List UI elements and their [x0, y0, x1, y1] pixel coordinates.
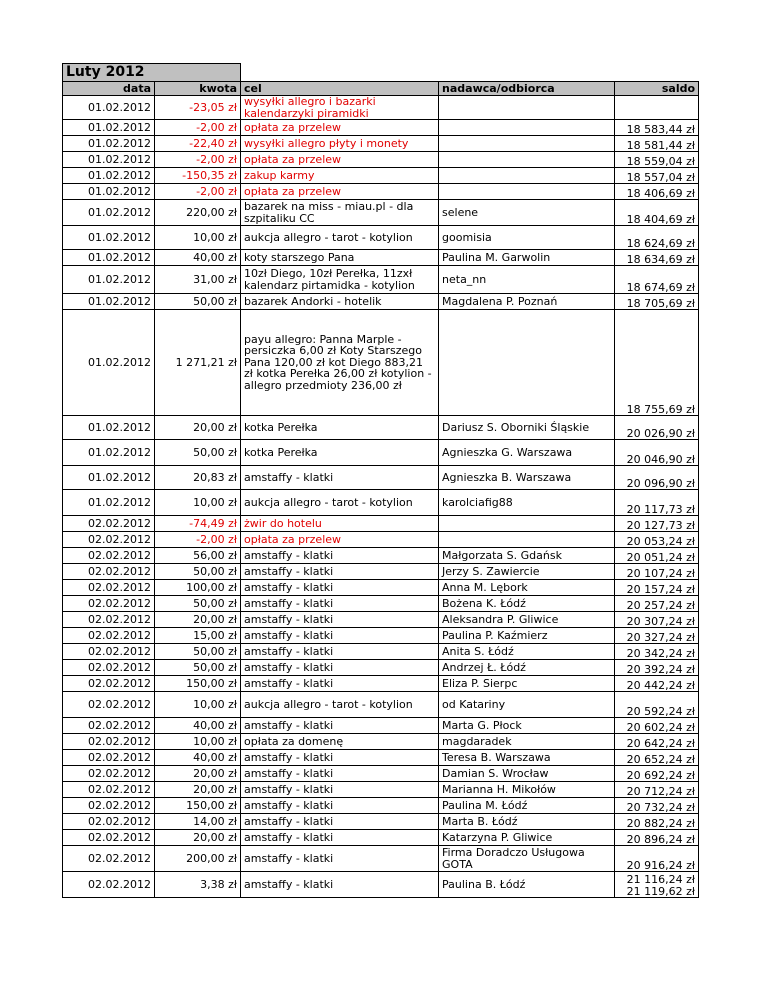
cell-party: [439, 96, 615, 120]
cell-date: 01.02.2012: [63, 226, 155, 250]
cell-party: Agnieszka G. Warszawa: [439, 440, 615, 466]
cell-balance: 20 442,24 zł: [615, 676, 699, 692]
cell-balance: 18 624,69 zł: [615, 226, 699, 250]
cell-balance: 18 634,69 zł: [615, 250, 699, 266]
cell-purpose: wysyłki allegro i bazarki kalendarzyki piramidki: [241, 96, 439, 120]
cell-purpose: amstaffy - klatki: [241, 814, 439, 830]
cell-balance: 18 404,69 zł: [615, 200, 699, 226]
cell-date: 02.02.2012: [63, 798, 155, 814]
cell-party: od Katariny: [439, 692, 615, 718]
table-row: [63, 440, 699, 466]
table-row: [63, 152, 699, 168]
cell-purpose: żwir do hotelu: [241, 516, 439, 532]
cell-date: 02.02.2012: [63, 628, 155, 644]
cell-party: Marta G. Płock: [439, 718, 615, 734]
cell-amount: 20,83 zł: [155, 466, 241, 490]
cell-party: Paulina M. Garwolin: [439, 250, 615, 266]
cell-balance: 20 117,73 zł: [615, 490, 699, 516]
cell-date: 02.02.2012: [63, 830, 155, 846]
header-row: [63, 82, 699, 96]
table-row: [63, 310, 699, 416]
cell-purpose: amstaffy - klatki: [241, 766, 439, 782]
table-row: [63, 580, 699, 596]
cell-purpose: amstaffy - klatki: [241, 548, 439, 564]
cell-purpose: amstaffy - klatki: [241, 846, 439, 872]
table-row: [63, 628, 699, 644]
table-row: [63, 872, 699, 898]
cell-date: 02.02.2012: [63, 734, 155, 750]
cell-purpose: amstaffy - klatki: [241, 718, 439, 734]
cell-amount: 20,00 zł: [155, 830, 241, 846]
cell-party: Jerzy S. Zawiercie: [439, 564, 615, 580]
header-party: nadawca/odbiorca: [439, 82, 615, 96]
cell-party: Eliza P. Sierpc: [439, 676, 615, 692]
sheet-title: Luty 2012: [63, 64, 241, 82]
cell-date: 02.02.2012: [63, 766, 155, 782]
cell-balance: 20 592,24 zł: [615, 692, 699, 718]
balance-prev: 21 116,24 zł: [626, 873, 696, 886]
cell-party: [439, 310, 615, 416]
cell-purpose: opłata za przelew: [241, 152, 439, 168]
cell-date: 02.02.2012: [63, 516, 155, 532]
table-row: [63, 846, 699, 872]
table-row: [63, 564, 699, 580]
table-row: [63, 660, 699, 676]
cell-amount: 50,00 zł: [155, 294, 241, 310]
cell-amount: -22,40 zł: [155, 136, 241, 152]
cell-date: 01.02.2012: [63, 266, 155, 294]
cell-party: [439, 168, 615, 184]
cell-party: Teresa B. Warszawa: [439, 750, 615, 766]
table-row: [63, 168, 699, 184]
cell-date: 01.02.2012: [63, 96, 155, 120]
cell-amount: 50,00 zł: [155, 644, 241, 660]
cell-balance: 20 732,24 zł: [615, 798, 699, 814]
cell-date: 01.02.2012: [63, 168, 155, 184]
cell-balance: 18 674,69 zł: [615, 266, 699, 294]
cell-purpose: 10zł Diego, 10zł Perełka, 11zxł kalendarz pirtamidka - kotylion: [241, 266, 439, 294]
cell-purpose: opłata za przelew: [241, 120, 439, 136]
cell-purpose: amstaffy - klatki: [241, 628, 439, 644]
cell-amount: 10,00 zł: [155, 490, 241, 516]
table-row: [63, 516, 699, 532]
cell-party: goomisia: [439, 226, 615, 250]
cell-party: Paulina M. Łódź: [439, 798, 615, 814]
cell-date: 02.02.2012: [63, 564, 155, 580]
table-row: [63, 718, 699, 734]
table-row: [63, 830, 699, 846]
trailing-balance: 21 119,62 zł: [626, 884, 696, 898]
cell-balance: 20 307,24 zł: [615, 612, 699, 628]
cell-balance: 20 327,24 zł: [615, 628, 699, 644]
cell-balance: 18 557,04 zł: [615, 168, 699, 184]
cell-balance: 20 642,24 zł: [615, 734, 699, 750]
cell-date: 01.02.2012: [63, 200, 155, 226]
table-row: [63, 766, 699, 782]
table-row: [63, 466, 699, 490]
cell-party: Firma Doradczo Usługowa GOTA: [439, 846, 615, 872]
cell-amount: 20,00 zł: [155, 612, 241, 628]
cell-purpose: aukcja allegro - tarot - kotylion: [241, 692, 439, 718]
cell-date: 02.02.2012: [63, 814, 155, 830]
cell-balance: 20 652,24 zł: [615, 750, 699, 766]
cell-party: Bożena K. Łódź: [439, 596, 615, 612]
cell-balance: 18 755,69 zł: [615, 310, 699, 416]
cell-purpose: amstaffy - klatki: [241, 750, 439, 766]
cell-party: karolciafig88: [439, 490, 615, 516]
cell-party: Dariusz S. Oborniki Śląskie: [439, 416, 615, 440]
cell-purpose: amstaffy - klatki: [241, 676, 439, 692]
cell-party: Anna M. Lębork: [439, 580, 615, 596]
cell-party: Paulina B. Łódź: [439, 872, 615, 898]
cell-date: 01.02.2012: [63, 250, 155, 266]
cell-purpose: amstaffy - klatki: [241, 596, 439, 612]
cell-date: 02.02.2012: [63, 750, 155, 766]
table-row: [63, 96, 699, 120]
cell-date: 02.02.2012: [63, 580, 155, 596]
cell-party: Damian S. Wrocław: [439, 766, 615, 782]
cell-balance: 18 581,44 zł: [615, 136, 699, 152]
cell-party: Małgorzata S. Gdańsk: [439, 548, 615, 564]
cell-date: 02.02.2012: [63, 644, 155, 660]
cell-amount: 40,00 zł: [155, 250, 241, 266]
cell-purpose: opłata za domenę: [241, 734, 439, 750]
cell-balance: 20 046,90 zł: [615, 440, 699, 466]
cell-purpose: opłata za przelew: [241, 532, 439, 548]
cell-party: Katarzyna P. Gliwice: [439, 830, 615, 846]
cell-purpose: amstaffy - klatki: [241, 798, 439, 814]
cell-date: 02.02.2012: [63, 596, 155, 612]
cell-party: selene: [439, 200, 615, 226]
cell-party: neta_nn: [439, 266, 615, 294]
cell-amount: 100,00 zł: [155, 580, 241, 596]
cell-purpose: zakup karmy: [241, 168, 439, 184]
table-row: [63, 120, 699, 136]
cell-purpose: payu allegro: Panna Marple - persiczka 6,00 zł Koty Starszego Pana 120,00 zł kot Diego 883,21 zł kotka Perełka 26,00 zł kotylion - allegro przedmioty 236,00 zł: [241, 310, 439, 416]
cell-balance: 20 096,90 zł: [615, 466, 699, 490]
header-purpose: cel: [241, 82, 439, 96]
cell-date: 01.02.2012: [63, 416, 155, 440]
cell-purpose: opłata za przelew: [241, 184, 439, 200]
cell-amount: -2,00 zł: [155, 184, 241, 200]
cell-balance: 20 916,24 zł: [615, 846, 699, 872]
cell-amount: 50,00 zł: [155, 440, 241, 466]
cell-amount: 50,00 zł: [155, 596, 241, 612]
cell-purpose: amstaffy - klatki: [241, 466, 439, 490]
cell-date: 02.02.2012: [63, 532, 155, 548]
table-row: [63, 814, 699, 830]
cell-amount: -74,49 zł: [155, 516, 241, 532]
table-row: [63, 782, 699, 798]
cell-amount: 31,00 zł: [155, 266, 241, 294]
cell-amount: 14,00 zł: [155, 814, 241, 830]
cell-party: [439, 184, 615, 200]
cell-balance: 20 896,24 zł: [615, 830, 699, 846]
cell-date: 02.02.2012: [63, 660, 155, 676]
table-row: [63, 266, 699, 294]
header-amount: kwota: [155, 82, 241, 96]
cell-balance: 20 602,24 zł: [615, 718, 699, 734]
cell-amount: 10,00 zł: [155, 692, 241, 718]
header-date: data: [63, 82, 155, 96]
cell-purpose: amstaffy - klatki: [241, 872, 439, 898]
cell-amount: -150,35 zł: [155, 168, 241, 184]
cell-amount: 10,00 zł: [155, 226, 241, 250]
table-row: [63, 184, 699, 200]
cell-amount: 200,00 zł: [155, 846, 241, 872]
cell-party: Marianna H. Mikołów: [439, 782, 615, 798]
table-row: [63, 612, 699, 628]
cell-amount: 10,00 zł: [155, 734, 241, 750]
cell-balance: 20 051,24 zł: [615, 548, 699, 564]
table-row: [63, 226, 699, 250]
table-row: [63, 798, 699, 814]
table-row: [63, 548, 699, 564]
cell-balance: 20 157,24 zł: [615, 580, 699, 596]
table-row: [63, 250, 699, 266]
cell-party: [439, 120, 615, 136]
cell-purpose: aukcja allegro - tarot - kotylion: [241, 490, 439, 516]
table-row: [63, 490, 699, 516]
cell-amount: 20,00 zł: [155, 782, 241, 798]
cell-balance: 20 712,24 zł: [615, 782, 699, 798]
cell-date: 01.02.2012: [63, 136, 155, 152]
cell-party: Agnieszka B. Warszawa: [439, 466, 615, 490]
cell-balance: 20 026,90 zł: [615, 416, 699, 440]
cell-balance: 20 342,24 zł: [615, 644, 699, 660]
cell-amount: 40,00 zł: [155, 718, 241, 734]
cell-purpose: kotka Perełka: [241, 440, 439, 466]
cell-purpose: amstaffy - klatki: [241, 660, 439, 676]
table-row: [63, 750, 699, 766]
cell-amount: -2,00 zł: [155, 152, 241, 168]
cell-party: Anita S. Łódź: [439, 644, 615, 660]
cell-purpose: wysyłki allegro płyty i monety: [241, 136, 439, 152]
cell-balance: 18 583,44 zł: [615, 120, 699, 136]
table-row: [63, 676, 699, 692]
cell-amount: 40,00 zł: [155, 750, 241, 766]
cell-date: 01.02.2012: [63, 490, 155, 516]
cell-purpose: amstaffy - klatki: [241, 612, 439, 628]
cell-amount: -2,00 zł: [155, 120, 241, 136]
header-balance: saldo: [615, 82, 699, 96]
cell-party: Magdalena P. Poznań: [439, 294, 615, 310]
cell-amount: -2,00 zł: [155, 532, 241, 548]
cell-balance: [615, 872, 699, 898]
table-row: [63, 532, 699, 548]
cell-date: 02.02.2012: [63, 846, 155, 872]
cell-party: [439, 516, 615, 532]
cell-party: [439, 136, 615, 152]
cell-amount: 50,00 zł: [155, 660, 241, 676]
cell-amount: 50,00 zł: [155, 564, 241, 580]
cell-amount: 150,00 zł: [155, 676, 241, 692]
cell-balance: 20 127,73 zł: [615, 516, 699, 532]
cell-purpose: kotka Perełka: [241, 416, 439, 440]
cell-purpose: aukcja allegro - tarot - kotylion: [241, 226, 439, 250]
cell-balance: 18 406,69 zł: [615, 184, 699, 200]
cell-purpose: bazarek Andorki - hotelik: [241, 294, 439, 310]
ledger-table: [62, 63, 699, 898]
cell-date: 01.02.2012: [63, 184, 155, 200]
cell-amount: 56,00 zł: [155, 548, 241, 564]
cell-date: 01.02.2012: [63, 120, 155, 136]
cell-amount: 150,00 zł: [155, 798, 241, 814]
cell-balance: 18 559,04 zł: [615, 152, 699, 168]
cell-date: 01.02.2012: [63, 152, 155, 168]
cell-amount: 1 271,21 zł: [155, 310, 241, 416]
cell-party: [439, 152, 615, 168]
title-row: [63, 64, 699, 82]
cell-balance: 20 692,24 zł: [615, 766, 699, 782]
cell-party: magdaradek: [439, 734, 615, 750]
cell-date: 01.02.2012: [63, 310, 155, 416]
cell-date: 02.02.2012: [63, 548, 155, 564]
cell-purpose: koty starszego Pana: [241, 250, 439, 266]
cell-balance: 18 705,69 zł: [615, 294, 699, 310]
cell-purpose: amstaffy - klatki: [241, 580, 439, 596]
table-row: [63, 692, 699, 718]
table-row: [63, 294, 699, 310]
cell-amount: 220,00 zł: [155, 200, 241, 226]
cell-amount: -23,05 zł: [155, 96, 241, 120]
table-row: [63, 416, 699, 440]
cell-date: 02.02.2012: [63, 872, 155, 898]
cell-date: 02.02.2012: [63, 612, 155, 628]
table-row: [63, 734, 699, 750]
cell-party: Paulina P. Kaźmierz: [439, 628, 615, 644]
cell-date: 02.02.2012: [63, 692, 155, 718]
cell-amount: 20,00 zł: [155, 766, 241, 782]
cell-party: Andrzej Ł. Łódź: [439, 660, 615, 676]
cell-party: Marta B. Łódź: [439, 814, 615, 830]
cell-balance: 20 107,24 zł: [615, 564, 699, 580]
cell-date: 01.02.2012: [63, 466, 155, 490]
table-row: [63, 200, 699, 226]
cell-amount: 20,00 zł: [155, 416, 241, 440]
cell-balance: 20 053,24 zł: [615, 532, 699, 548]
cell-purpose: amstaffy - klatki: [241, 644, 439, 660]
cell-balance: 20 257,24 zł: [615, 596, 699, 612]
cell-date: 01.02.2012: [63, 440, 155, 466]
cell-purpose: amstaffy - klatki: [241, 782, 439, 798]
cell-purpose: bazarek na miss - miau.pl - dla szpitaliku CC: [241, 200, 439, 226]
cell-party: [439, 532, 615, 548]
cell-date: 01.02.2012: [63, 294, 155, 310]
cell-purpose: amstaffy - klatki: [241, 564, 439, 580]
table-row: [63, 644, 699, 660]
cell-purpose: amstaffy - klatki: [241, 830, 439, 846]
table-row: [63, 136, 699, 152]
cell-party: Aleksandra P. Gliwice: [439, 612, 615, 628]
cell-amount: 15,00 zł: [155, 628, 241, 644]
cell-balance: [615, 96, 699, 120]
cell-amount: 3,38 zł: [155, 872, 241, 898]
cell-date: 02.02.2012: [63, 676, 155, 692]
cell-date: 02.02.2012: [63, 718, 155, 734]
cell-balance: 20 392,24 zł: [615, 660, 699, 676]
cell-balance: 20 882,24 zł: [615, 814, 699, 830]
table-row: [63, 596, 699, 612]
cell-date: 02.02.2012: [63, 782, 155, 798]
